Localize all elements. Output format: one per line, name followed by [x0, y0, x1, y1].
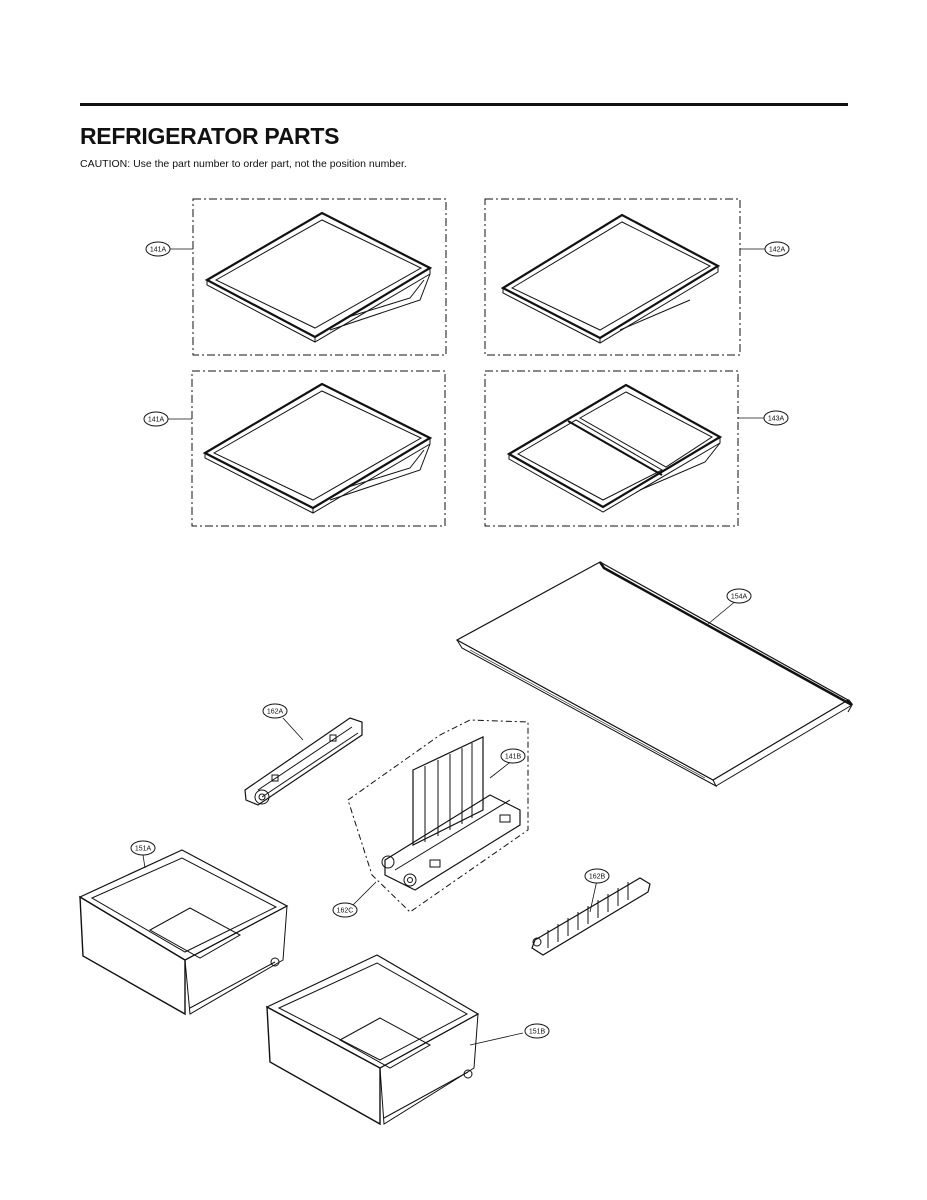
panel-shelf-143a — [485, 371, 738, 526]
rail-162b — [532, 878, 650, 955]
callout-143a — [764, 411, 788, 425]
callout-151a — [131, 841, 155, 855]
svg-text:143A: 143A — [767, 415, 785, 423]
crisper-drawer-151a — [80, 850, 287, 1014]
callout-162c — [333, 903, 357, 917]
svg-text:151B: 151B — [528, 1028, 546, 1036]
glass-shelf-drawing — [205, 384, 430, 513]
svg-text:151A: 151A — [134, 845, 152, 853]
svg-text:142A: 142A — [768, 246, 786, 254]
callout-142a — [765, 242, 789, 256]
panel-shelf-142a — [485, 199, 740, 355]
callout-151b — [525, 1024, 549, 1038]
crisper-drawer-151b — [267, 955, 478, 1124]
svg-text:162A: 162A — [266, 708, 284, 716]
svg-text:162B: 162B — [588, 873, 606, 881]
panel-shelf-141a-top — [193, 199, 446, 355]
callout-141a-top — [146, 242, 170, 256]
svg-text:154A: 154A — [730, 593, 748, 601]
callout-154a — [727, 589, 751, 603]
glass-shelf-drawing — [207, 213, 430, 342]
svg-text:141A: 141A — [147, 416, 165, 424]
page-title: REFRIGERATOR PARTS — [80, 123, 340, 149]
rail-162a — [245, 718, 362, 805]
panel-shelf-141a-mid — [192, 371, 445, 526]
glass-shelf-drawing — [503, 215, 718, 343]
caution-note: CAUTION: Use the part number to order part, not the position number. — [80, 158, 407, 170]
callout-141a-mid — [144, 412, 168, 426]
svg-text:141B: 141B — [504, 753, 522, 761]
svg-text:141A: 141A — [149, 246, 167, 254]
leader-lines — [143, 246, 765, 1045]
callout-162b — [585, 869, 609, 883]
callout-162a — [263, 704, 287, 718]
split-shelf-drawing — [509, 385, 720, 512]
callout-141b — [501, 749, 525, 763]
svg-text:162C: 162C — [336, 907, 354, 915]
